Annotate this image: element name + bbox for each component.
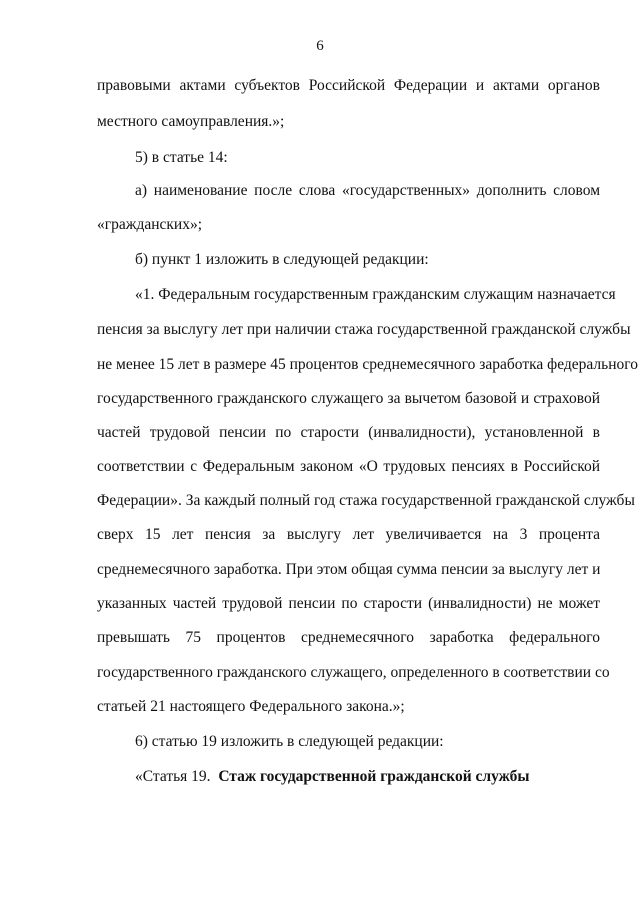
paragraph-line: правовыми актами субъектов Российской Федерации и актами органов <box>97 77 600 94</box>
paragraph-line: а) наименование после слова «государственных» дополнить словом <box>135 182 600 199</box>
paragraph-line: частей трудовой пенсии по старости (инвалидности), установленной в <box>97 424 600 441</box>
paragraph-line: государственного гражданского служащего, определенного в соответствии со <box>97 664 610 681</box>
paragraph-line: «1. Федеральным государственным гражданским служащим назначается <box>135 286 616 303</box>
paragraph-line: не менее 15 лет в размере 45 процентов среднемесячного заработка федерального <box>97 356 638 373</box>
paragraph-line: б) пункт 1 изложить в следующей редакции: <box>135 251 429 268</box>
paragraph-line: статьей 21 настоящего Федерального закона.»; <box>97 698 405 715</box>
article-heading <box>135 767 600 787</box>
paragraph-line: государственного гражданского служащего за вычетом базовой и страховой <box>97 390 600 407</box>
paragraph-line: сверх 15 лет пенсия за выслугу лет увеличивается на 3 процента <box>97 526 600 543</box>
paragraph-line: местного самоуправления.»; <box>97 113 285 130</box>
paragraph-line: среднемесячного заработка. При этом общая сумма пенсии за выслугу лет и <box>97 561 601 578</box>
paragraph-line: пенсия за выслугу лет при наличии стажа государственной гражданской службы <box>97 321 631 338</box>
paragraph-line: 6) статью 19 изложить в следующей редакции: <box>135 733 444 750</box>
paragraph-line: превышать 75 процентов среднемесячного заработка федерального <box>97 629 600 646</box>
article-heading-prefix: «Статья 19. <box>135 768 211 785</box>
paragraph-line: Федерации». За каждый полный год стажа государственной гражданской службы <box>97 492 635 509</box>
paragraph-line: «гражданских»; <box>97 216 203 233</box>
page-number: 6 <box>316 38 324 54</box>
paragraph-line: указанных частей трудовой пенсии по старости (инвалидности) не может <box>97 595 600 612</box>
article-heading-title: Стаж государственной гражданской службы <box>218 768 530 785</box>
paragraph-line: соответствии с Федеральным законом «О трудовых пенсиях в Российской <box>97 458 600 475</box>
paragraph-line: 5) в статье 14: <box>135 149 228 166</box>
